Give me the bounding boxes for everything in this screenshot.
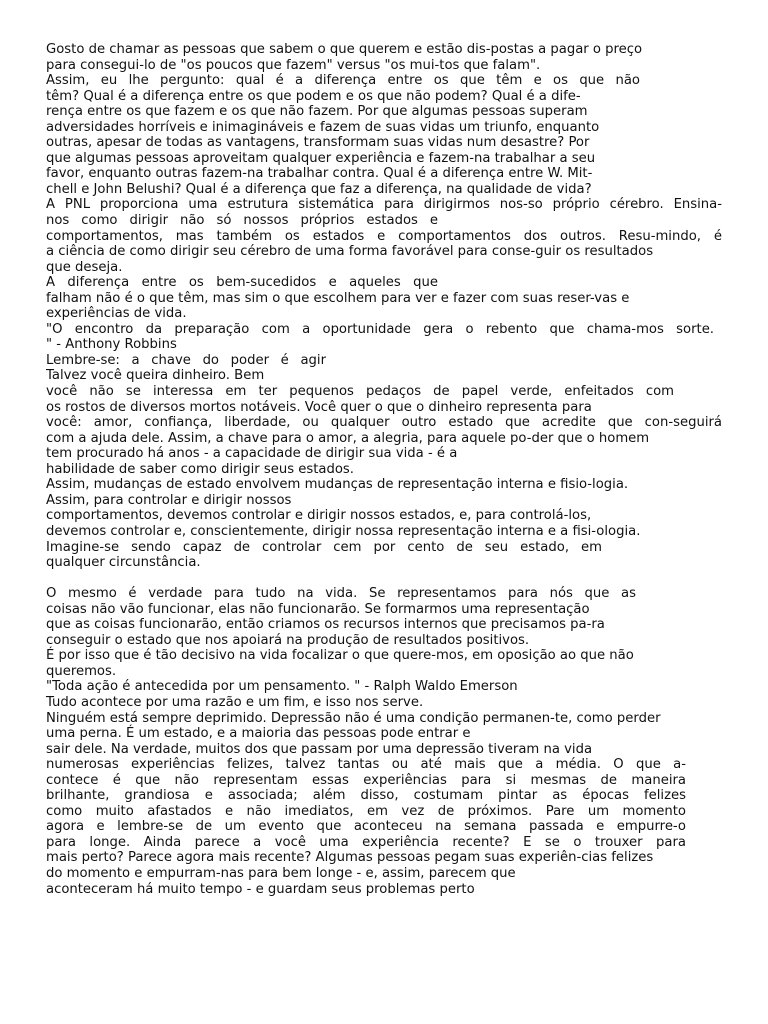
- text-line: conseguir o estado que nos apoiará na produção de resultados positivos.: [46, 632, 530, 648]
- text-line: que as coisas funcionarão, então criamos os recursos internos que precisamos pa-ra: [46, 617, 605, 633]
- text-line: outras, apesar de todas as vantagens, transformam suas vidas num desastre? Por: [46, 135, 590, 151]
- text-line: chell e John Belushi? Qual é a diferença que faz a diferença, na qualidade de vida?: [46, 181, 592, 197]
- text-line: mais perto? Parece agora mais recente? Algumas pessoas pegam suas experiên-cias felizes: [46, 850, 654, 866]
- text-line: como muito afastados e não imediatos, em vez de próximos. Pare um momento: [46, 803, 686, 819]
- text-line: os rostos de diversos mortos notáveis. Você quer o que o dinheiro representa para: [46, 399, 592, 415]
- text-line: aconteceram há muito tempo - e guardam seus problemas perto: [46, 881, 475, 897]
- text-line: você: amor, confiança, liberdade, ou qualquer outro estado que acredite que con-seguirá: [46, 415, 722, 431]
- text-line: que algumas pessoas aproveitam qualquer experiência e fazem-na trabalhar a seu: [46, 150, 596, 166]
- text-line: favor, enquanto outras fazem-na trabalhar contra. Qual é a diferença entre W. Mit-: [46, 166, 593, 182]
- text-line: devemos controlar e, conscientemente, dirigir nossa representação interna e a fisi-ologia.: [46, 523, 641, 539]
- text-line: coisas não vão funcionar, elas não funcionarão. Se formarmos uma representação: [46, 601, 590, 617]
- text-line: numerosas experiências felizes, talvez tantas ou até mais que a média. O que a-: [46, 757, 686, 773]
- text-line: Imagine-se sendo capaz de controlar cem por cento de seu estado, em: [46, 539, 602, 555]
- text-line: Talvez você queira dinheiro. Bem: [46, 368, 265, 384]
- text-line: falham não é o que têm, mas sim o que escolhem para ver e fazer com suas reser-vas e: [46, 290, 630, 306]
- text-line: Assim, para controlar e dirigir nossos: [46, 492, 292, 508]
- text-line: tem procurado há anos - a capacidade de dirigir sua vida - é a: [46, 446, 458, 462]
- text-line: para consegui-lo de "os poucos que fazem" versus "os mui-tos que falam".: [46, 57, 541, 73]
- text-line: A PNL proporciona uma estrutura sistemática para dirigirmos nos-so próprio cérebro. Ensina-: [46, 197, 722, 213]
- text-line: "O encontro da preparação com a oportunidade gera o rebento que chama-mos sorte.: [46, 321, 714, 337]
- text-line: Gosto de chamar as pessoas que sabem o que querem e estão dis-postas a pagar o preço: [46, 42, 643, 57]
- text-line: habilidade de saber como dirigir seus estados.: [46, 461, 354, 477]
- text-line: agora e lembre-se de um evento que aconteceu na semana passada e empurre-o: [46, 819, 686, 835]
- text-line: nos como dirigir não só nossos próprios estados e: [46, 213, 438, 229]
- text-line: para longe. Ainda parece a você uma experiência recente? E se o trouxer para: [46, 834, 686, 850]
- text-line: adversidades horríveis e inimagináveis e fazem de suas vidas um triunfo, enquanto: [46, 119, 600, 135]
- text-line: rença entre os que fazem e os que não fazem. Por que algumas pessoas superam: [46, 104, 588, 120]
- text-line: qualquer circunstância.: [46, 555, 201, 571]
- text-line: comportamentos, devemos controlar e dirigir nossos estados, e, para controlá-los,: [46, 508, 592, 524]
- text-line: "Toda ação é antecedida por um pensamento. " - Ralph Waldo Emerson: [46, 679, 518, 695]
- paragraph-gap: [46, 571, 726, 587]
- text-line: Ninguém está sempre deprimido. Depressão não é uma condição permanen-te, como perder: [46, 710, 661, 726]
- text-line: a ciência de como dirigir seu cérebro de uma forma favorável para conse-guir os resultados: [46, 244, 654, 260]
- text-line: brilhante, grandiosa e associada; além disso, costumam pintar as épocas felizes: [46, 788, 686, 804]
- text-line: Lembre-se: a chave do poder é agir: [46, 352, 326, 368]
- text-line: queremos.: [46, 663, 117, 679]
- text-line: você não se interessa em ter pequenos pedaços de papel verde, enfeitados com: [46, 384, 674, 400]
- text-line: sair dele. Na verdade, muitos dos que passam por uma depressão tiveram na vida: [46, 741, 593, 757]
- text-line: experiências de vida.: [46, 306, 187, 322]
- text-line: O mesmo é verdade para tudo na vida. Se representamos para nós que as: [46, 586, 636, 602]
- text-line: que deseja.: [46, 259, 123, 275]
- text-line: comportamentos, mas também os estados e comportamentos dos outros. Resu-mindo, é: [46, 228, 722, 244]
- document-page: [46, 42, 726, 897]
- text-line: É por isso que é tão decisivo na vida focalizar o que quere-mos, em oposição ao que não: [46, 648, 634, 664]
- text-line: A diferença entre os bem-sucedidos e aqueles que: [46, 275, 438, 291]
- text-line: Assim, eu lhe pergunto: qual é a diferença entre os que têm e os que não: [46, 73, 640, 89]
- text-line: contece é que não representam essas experiências para si mesmas de maneira: [46, 772, 686, 788]
- text-line: com a ajuda dele. Assim, a chave para o amor, a alegria, para aquele po-der que o homem: [46, 430, 650, 446]
- text-line: têm? Qual é a diferença entre os que podem e os que não podem? Qual é a dife-: [46, 88, 581, 104]
- text-line: Assim, mudanças de estado envolvem mudanças de representação interna e fisio-logia.: [46, 477, 629, 493]
- text-line: Tudo acontece por uma razão e um fim, e isso nos serve.: [46, 694, 424, 710]
- text-line: do momento e empurram-nas para bem longe - e, assim, parecem que: [46, 865, 516, 881]
- text-line: " - Anthony Robbins: [46, 337, 177, 353]
- text-line: uma perna. É um estado, e a maioria das pessoas pode entrar e: [46, 726, 471, 742]
